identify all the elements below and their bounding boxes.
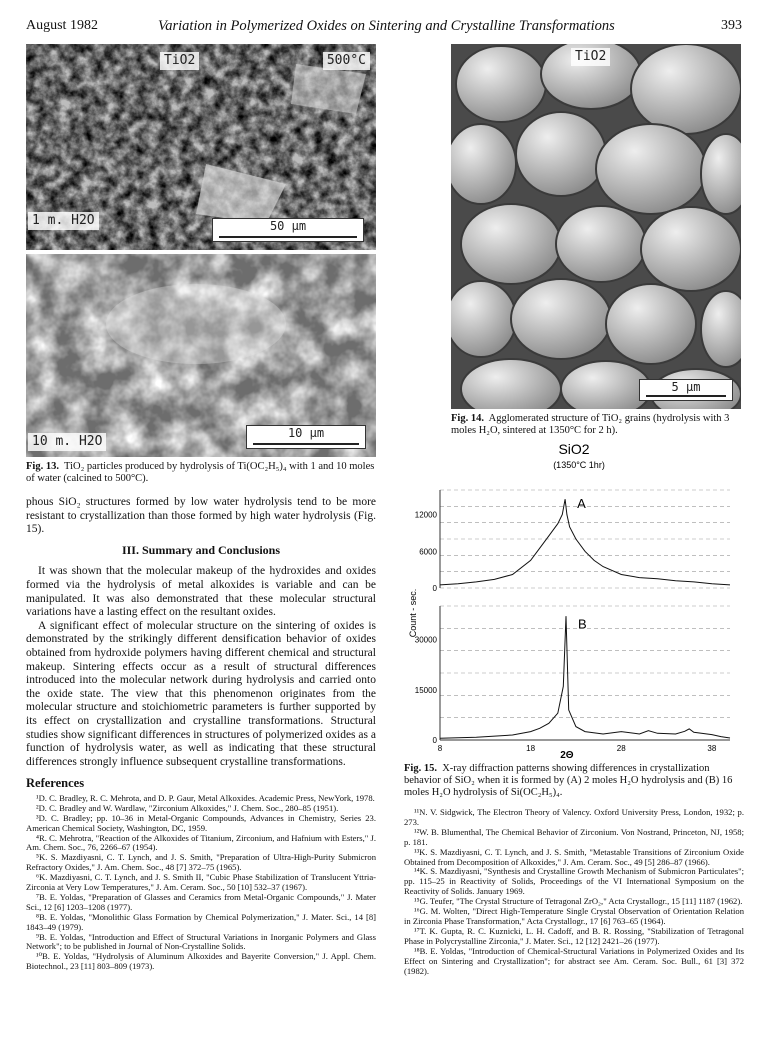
- conclusion-paragraph-1: It was shown that the molecular makeup of the hydroxides and oxides formed via the hydrolysis of metal alkoxides is variable and can be manipulated. It was also demonstrated that these molecular structural variations have a lasting effect on the resultant oxides.: [26, 565, 376, 619]
- reference-item: ⁸B. E. Yoldas, "Monolithic Glass Formation by Chemical Polymerization," J. Mater. Sci., 14 [8] 1843–49 (1979).: [26, 911, 376, 932]
- x-tick-label: 8: [437, 744, 443, 753]
- y-tick-label: 15000: [414, 685, 437, 695]
- x-tick-label: 28: [616, 744, 626, 753]
- y-tick-label: 0: [432, 736, 437, 745]
- scale-bar-10um: 10 μm: [246, 425, 366, 449]
- label-1m-h2o: 1 m. H2O: [28, 212, 99, 230]
- chart-title: SiO2: [558, 441, 590, 457]
- running-header: [26, 18, 742, 38]
- fig13-photo-10m: [26, 254, 376, 457]
- label-tio2-fig14: TiO2: [571, 48, 610, 66]
- section-heading: III. Summary and Conclusions: [121, 542, 281, 557]
- right-column-refs: [404, 808, 744, 976]
- y-tick-label: 12000: [414, 510, 437, 520]
- fig15-caption: Fig. 15. X-ray diffraction patterns showing differences in crystallization behavior of SiO₂ when it is formed by (A) 2 moles H₂O hydrolysis and (B) 16 moles H₂O hydrolysis of Si(OC₂H₅)₄.: [404, 763, 733, 798]
- x-tick-label: 38: [707, 744, 717, 753]
- chart-subtitle: (1350°C 1hr): [553, 460, 605, 470]
- reference-item: ⁶K. Mazdiyasni, C. T. Lynch, and J. S. Smith II, "Cubic Phase Stabilization of Translucent Yttria-Zirconia at Very Low Temperatures," J. Am. Ceram. Soc., 50 [10] 532–37 (1967).: [26, 872, 376, 893]
- intro-paragraph: phous SiO₂ structures formed by low water hydrolysis tend to be more resistant to crystallization than those formed by high water hydrolysis (Fig. 15).: [26, 496, 376, 536]
- y-tick-label: 0: [432, 584, 437, 593]
- references-left: [26, 794, 376, 972]
- label-tio2: TiO2: [160, 52, 199, 70]
- y-tick-label: 30000: [414, 635, 437, 645]
- reference-item: ²D. C. Bradley and W. Wardlaw, "Zirconium Alkoxides," J. Chem. Soc., 280–85 (1951).: [36, 802, 339, 813]
- references-right: [404, 808, 744, 976]
- conclusion-paragraph-2: A significant effect of molecular structure on the sintering of oxides is demonstrated by the strikingly different densification behavior of oxides obtained from hydroxide polymers having different chemical and structural makeup. Sintering effects occur as a result of structural differences introduced into the molecular network during hydrolysis and carried onto the oxide state. The view that this phenomenon originates from the molecular structure and stoichiometric parameters is further supported by its effect on crystallization and crystalline transformations. Structural studies show significant differences in structures of polymerized oxides as a function of hydrolysis water, as well as indicating that these structural differences strongly influence subsequent crystalline transformations.: [26, 619, 376, 768]
- scale-bar-50um: 50 μm: [212, 218, 364, 242]
- fig13-caption: Fig. 13. TiO₂ particles produced by hydrolysis of Ti(OC₂H₅)₄ with 1 and 10 moles of water (calcined to 500°C).: [26, 461, 375, 484]
- reference-item: ³D. C. Bradley; pp. 10–36 in Metal-Organic Compounds, Advances in Chemistry, Series 23. American Chemical Society, Washington, DC, 1959.: [26, 812, 376, 833]
- reference-item: ⁵K. S. Mazdiyasni, C. T. Lynch, and J. S. Smith, "Preparation of Ultra-High-Purity Submicron Refractory Oxides," J. Am. Chem. Soc., 48 [7] 372–75 (1965).: [26, 852, 376, 873]
- reference-item: ¹⁷T. K. Gupta, R. C. Kuznicki, L. H. Cadoff, and B. R. Rossing, "Stabilization of Tetragonal Phase in Polycrystalline Zirconia," J. Mater. Sci., 12 [12] 2421–26 (1977).: [404, 925, 744, 946]
- reference-item: ¹⁸B. E. Yoldas, "Introduction of Chemical-Structural Variations in Polymerized Oxides and Its Effect on Sintering and Crystallization"; for abstract see Am. Ceram. Soc. Bull., 61 [3] 372 (1982).: [404, 945, 744, 976]
- xrd-series-B: [440, 616, 730, 738]
- sem-image-grains: [451, 44, 741, 409]
- reference-item: ¹⁴K. S. Mazdiyasni, "Synthesis and Crystalline Growth Mechanism of Submicron Particulates"; pp. 115–25 in Reactivity of Solids, Proceedings of the VI International Symposium on the Reactivity of Solids. January 1969.: [404, 866, 744, 897]
- reference-item: ¹⁶G. M. Wolten, "Direct High-Temperature Single Crystal Observation of Orientation Relation in Zirconia Phase Transformation," Acta Crystallogr., 17 [6] 763–65 (1964).: [404, 906, 744, 926]
- reference-item: ⁴R. C. Mehrotra, "Reaction of the Alkoxides of Titanium, Zirconium, and Hafnium with Esters," J. Am. Chem. Soc., 76, 2266–67 (1954).: [26, 832, 376, 853]
- fig14-caption: Fig. 14. Agglomerated structure of TiO₂ grains (hydrolysis with 3 moles H₂O, sintered at 1350°C for 2 h).: [451, 413, 730, 436]
- reference-item: ¹¹N. V. Sidgwick, The Electron Theory of Valency. Oxford University Press, London, 1932; p. 273.: [404, 807, 744, 827]
- reference-item: ¹²W. B. Blumenthal, The Chemical Behavior of Zirconium. Von Nostrand, Princeton, NJ, 1958; p. 181.: [404, 826, 744, 847]
- x-tick-label: 18: [526, 744, 536, 753]
- reference-item: ¹⁵G. Teufer, "The Crystal Structure of Tetragonal ZrO₂," Acta Crystallogr., 15 [11] 1187 (1962).: [414, 896, 743, 907]
- fig13-photo-1m: [26, 44, 376, 250]
- y-axis-label: Count - sec.: [408, 588, 418, 638]
- fig15-xrd-chart: [404, 438, 742, 760]
- series-label-A: A: [577, 496, 586, 512]
- xrd-series-A: [440, 499, 730, 585]
- reference-item: ¹³K. S. Mazdiyasni, C. T. Lynch, and J. S. Smith, "Metastable Transitions of Zirconium Oxide Obtained from Decomposition of Alkoxides," J. Am. Ceram. Soc., 49 [5] 286–87 (1966).: [404, 846, 744, 867]
- fig14-photo: [451, 44, 741, 409]
- page-number: 393: [721, 18, 742, 33]
- left-column-text: [26, 496, 376, 972]
- header-title: Variation in Polymerized Oxides on Sintering and Crystalline Transformations: [158, 18, 615, 34]
- x-axis-label: 2Θ: [560, 750, 574, 760]
- label-10m-h2o: 10 m. H2O: [28, 433, 106, 451]
- series-label-B: B: [577, 616, 587, 632]
- y-tick-label: 6000: [419, 547, 437, 557]
- label-500c: 500°C: [323, 52, 370, 70]
- reference-item: ¹⁰B. E. Yoldas, "Hydrolysis of Aluminum Alkoxides and Bayerite Conversion," J. Appl. Chem. Biotechnol., 23 [11] 803–809 (1973).: [26, 951, 376, 972]
- reference-item: ¹D. C. Bradley, R. C. Mehrota, and D. P. Gaur, Metal Alkoxides. Academic Press, NewYork, 1978.: [36, 792, 375, 803]
- scale-bar-5um: 5 μm: [639, 379, 733, 401]
- references-heading: References: [26, 776, 85, 791]
- reference-item: ⁷B. E. Yoldas, "Preparation of Glasses and Ceramics from Metal-Organic Compounds," J. Mater Sci., 12 [6] 1203–1208 (1977).: [26, 891, 376, 912]
- header-date: August 1982: [26, 18, 98, 33]
- reference-item: ⁹B. E. Yoldas, "Introduction and Effect of Structural Variations in Inorganic Polymers and Glass Network"; to be published in Journal of Non-Crystalline Solids.: [26, 931, 376, 952]
